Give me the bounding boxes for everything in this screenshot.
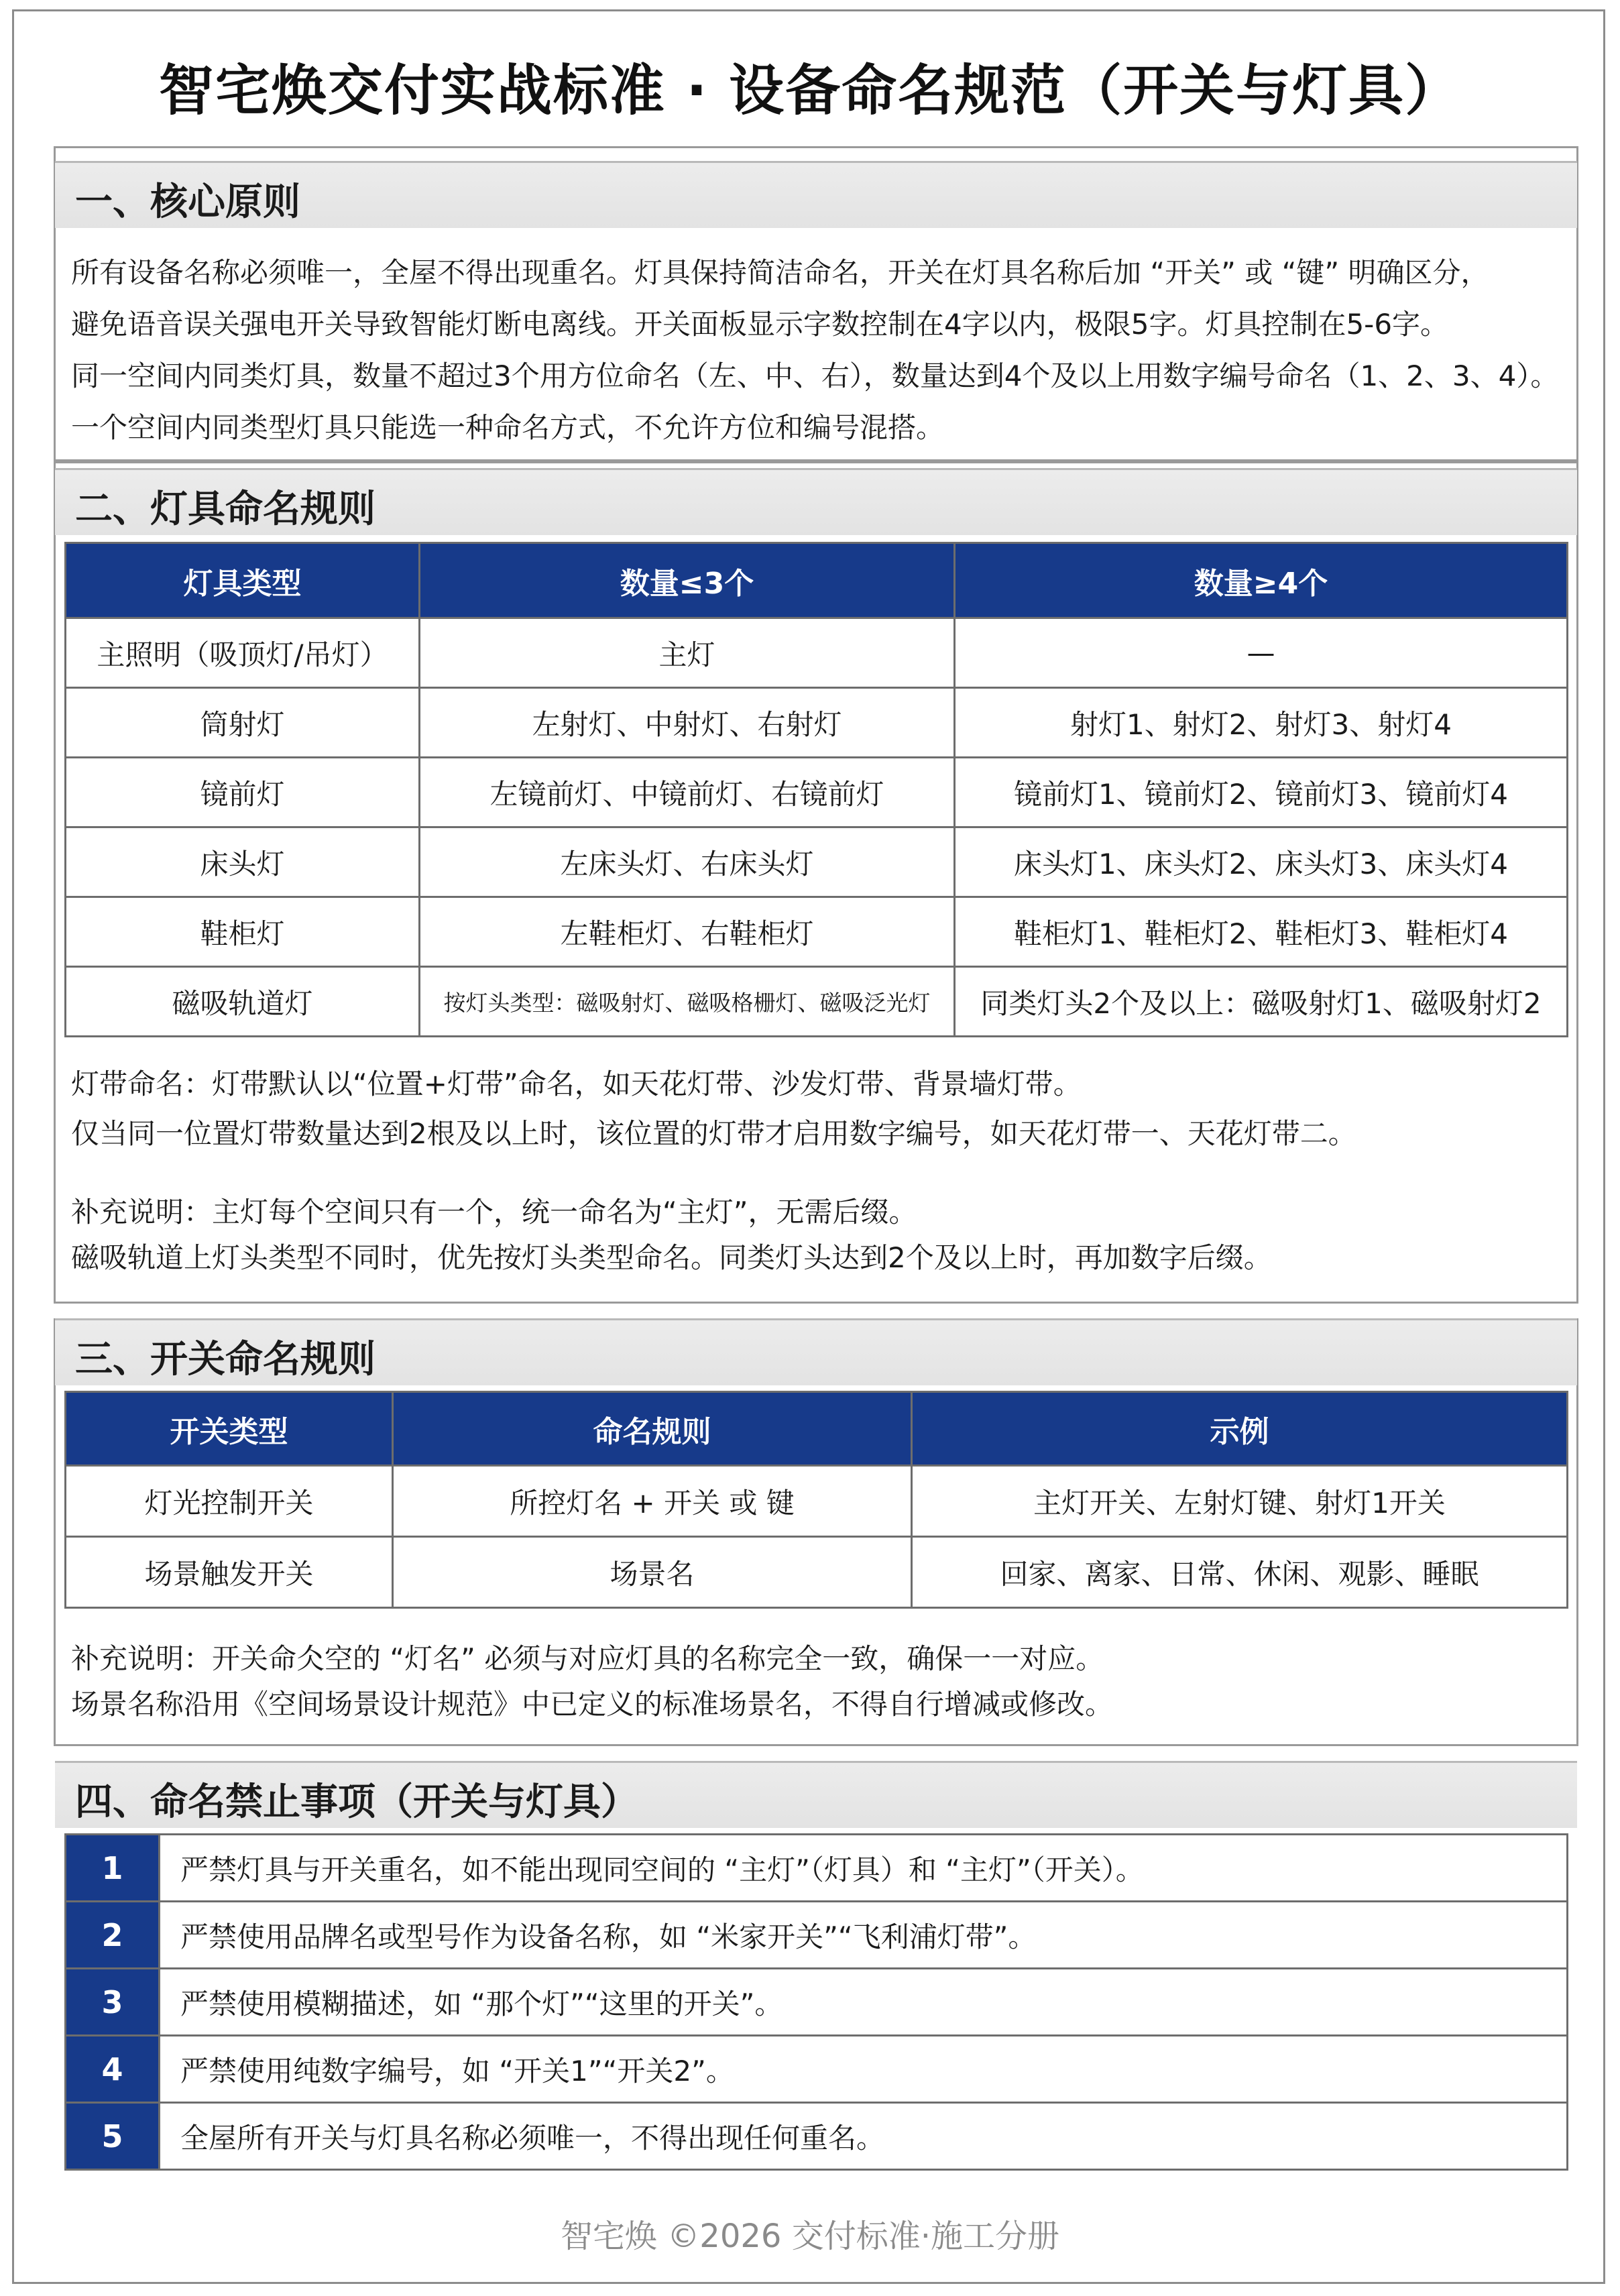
switch-naming-table	[64, 1391, 1568, 1609]
section-ban-header	[55, 1761, 1577, 1828]
table-cell: 左镜前灯、中镜前灯、右镜前灯	[420, 758, 955, 827]
item-number: 4	[66, 2036, 160, 2103]
column-header: 灯具类型	[66, 543, 420, 618]
table-cell: 鞋柜灯1、鞋柜灯2、鞋柜灯3、鞋柜灯4	[955, 897, 1568, 967]
table-row	[66, 897, 1568, 967]
table-cell: 主照明（吸顶灯/吊灯）	[66, 618, 420, 688]
item-text: 严禁使用模糊描述，如 “那个灯”“这里的开关”。	[160, 1969, 1568, 2036]
note-line: 补充说明：开关命仌空的 “灯名” 必须与对应灯具的名称完全一致，确保一一对应。	[71, 1642, 1104, 1675]
list-item	[66, 1969, 1568, 2036]
item-text: 全屋所有开关与灯具名称必须唯一，不得出现任何重名。	[160, 2103, 1568, 2170]
item-number: 5	[66, 2103, 160, 2170]
table-cell: 回家、离家、日常、休闲、观影、睡眠	[912, 1537, 1568, 1608]
page-title: 智宅焕交付实战标准 · 设备命名规范（开关与灯具）	[158, 59, 1462, 123]
table-cell: 镜前灯	[66, 758, 420, 827]
table-cell: 鞋柜灯	[66, 897, 420, 967]
light-note-text	[71, 1190, 1272, 1281]
switch-note-text	[71, 1636, 1113, 1727]
section-core-title: 一、核心原则	[75, 180, 300, 224]
note-line: 补充说明：主灯每个空间只有一个，统一命名为“主灯”，无需后缀。	[71, 1196, 917, 1228]
table-cell: 镜前灯1、镜前灯2、镜前灯3、镜前灯4	[955, 758, 1568, 827]
column-header: 开关类型	[66, 1392, 393, 1466]
core-line: 所有设备名称必须唯一，全屋不得出现重名。灯具保持简洁命名，开关在灯具名称后加 “开关” 或 “键” 明确区分，	[71, 256, 1489, 289]
table-cell: 按灯头类型：磁吸射灯、磁吸格栅灯、磁吸泛光灯	[420, 967, 955, 1037]
item-text: 严禁使用品牌名或型号作为设备名称，如 “米家开关”“飞利浦灯带”。	[160, 1902, 1568, 1969]
strip-line: 灯带命名：灯带默认以“位置+灯带”命名，如天花灯带、沙发灯带、背景墙灯带。	[71, 1068, 1082, 1100]
table-cell: 左鞋柜灯、右鞋柜灯	[420, 897, 955, 967]
item-text: 严禁使用纯数字编号，如 “开关1”“开关2”。	[160, 2036, 1568, 2103]
table-row	[66, 758, 1568, 827]
table-cell: 磁吸轨道灯	[66, 967, 420, 1037]
table-cell: 射灯1、射灯2、射灯3、射灯4	[955, 688, 1568, 758]
table-cell: 床头灯1、床头灯2、床头灯3、床头灯4	[955, 827, 1568, 897]
table-cell: 主灯	[420, 618, 955, 688]
section-switch-header	[55, 1318, 1577, 1385]
section-light-header	[55, 468, 1577, 535]
note-line: 磁吸轨道上灯头类型不同时，优先按灯头类型命名。同类灯头达到2个及以上时，再加数字后缀。	[71, 1241, 1272, 1274]
table-cell: 场景名	[393, 1537, 912, 1608]
list-item	[66, 1835, 1568, 1902]
core-line: 一个空间内同类型灯具只能选一种命名方式，不允许方位和编号混搭。	[71, 411, 945, 444]
table-row	[66, 967, 1568, 1037]
table-row	[66, 688, 1568, 758]
light-strip-text	[71, 1059, 1356, 1159]
list-item	[66, 2036, 1568, 2103]
table-cell: 筒射灯	[66, 688, 420, 758]
page-footer: 智宅焕 ©2026 交付标准·施工分册	[561, 2218, 1059, 2255]
section-core-header	[55, 161, 1577, 228]
table-cell: 同类灯头2个及以上：磁吸射灯1、磁吸射灯2	[955, 967, 1568, 1037]
section-ban-title: 四、命名禁止事项（开关与灯具）	[75, 1780, 638, 1824]
table-cell: 左射灯、中射灯、右射灯	[420, 688, 955, 758]
column-header: 数量≤3个	[420, 543, 955, 618]
core-line: 同一空间内同类灯具，数量不超过3个用方位命名（左、中、右），数量达到4个及以上用数字编号命名（1、2、3、4）。	[71, 359, 1559, 392]
item-number: 3	[66, 1969, 160, 2036]
table-cell: 场景触发开关	[66, 1537, 393, 1608]
table-cell: —	[955, 618, 1568, 688]
note-line: 场景名称沿用《空间场景设计规范》中已定义的标准场景名，不得自行增减或修改。	[71, 1688, 1114, 1721]
core-line: 避免语音误关强电开关导致智能灯断电离线。开关面板显示字数控制在4字以内，极限5字。灯具控制在5-6字。	[71, 308, 1449, 341]
column-header: 命名规则	[393, 1392, 912, 1466]
table-row	[66, 1537, 1568, 1608]
item-number: 1	[66, 1835, 160, 1902]
table-row	[66, 618, 1568, 688]
ban-list-table	[64, 1833, 1568, 2171]
section-light-title: 二、灯具命名规则	[75, 487, 375, 531]
column-header: 数量≥4个	[955, 543, 1568, 618]
core-principles-text	[71, 247, 1558, 453]
light-naming-table	[64, 542, 1568, 1037]
item-text: 严禁灯具与开关重名，如不能出现同空间的 “主灯”（灯具）和 “主灯”（开关）。	[160, 1835, 1568, 1902]
table-cell: 床头灯	[66, 827, 420, 897]
list-item	[66, 2103, 1568, 2170]
table-cell: 主灯开关、左射灯键、射灯1开关	[912, 1466, 1568, 1537]
section-switch-title: 三、开关命名规则	[75, 1338, 375, 1381]
strip-line: 仅当同一位置灯带数量达到2根及以上时，该位置的灯带才启用数字编号，如天花灯带一、天花灯带二。	[71, 1117, 1356, 1150]
table-cell: 灯光控制开关	[66, 1466, 393, 1537]
item-number: 2	[66, 1902, 160, 1969]
table-cell: 所控灯名 + 开关 或 键	[393, 1466, 912, 1537]
table-row	[66, 827, 1568, 897]
column-header: 示例	[912, 1392, 1568, 1466]
table-cell: 左床头灯、右床头灯	[420, 827, 955, 897]
list-item	[66, 1902, 1568, 1969]
table-row	[66, 1466, 1568, 1537]
